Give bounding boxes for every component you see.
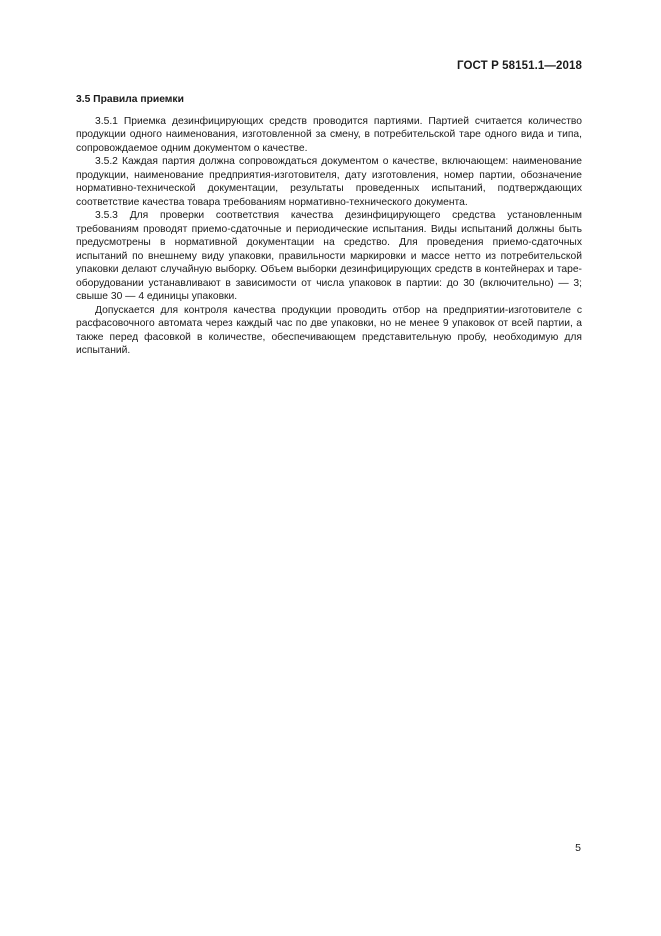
paragraph-3-5-1: 3.5.1 Приемка дезинфицирующих средств проводится партиями. Партией считается количество продукции одного наименования, изготовленной за смену, в потребительской таре одного вида и типа, сопровождаемое одним документом о качестве. xyxy=(76,115,582,154)
paragraph-sampling-allowance: Допускается для контроля качества продукции проводить отбор на предприятии-изготовителе с расфасовочного автомата через каждый час по две упаковки, но не менее 9 упаковок от всей партии, а также перед фасовкой в количестве, обеспечивающем представительную пробу, необходимую для испытаний. xyxy=(76,304,582,356)
paragraph-3-5-3: 3.5.3 Для проверки соответствия качества дезинфицирующего средства установленным требованиям проводят приемо-сдаточные и периодические испытания. Виды испытаний должны быть предусмотрены в нормативной документации на средство. Для проведения приемо-сдаточных испытаний по внешнему виду упаковки, правильности маркировки и массе нетто из потребительской упаковки делают случайную выборку. Объем выборки дезинфицирующих средств в контейнерах и таре-оборудовании устанавливают в зависимости от числа упаковок в партии: до 30 (включительно) — 3; свыше 30 — 4 единицы упаковки. xyxy=(76,210,582,302)
document-body xyxy=(76,93,582,358)
standard-designation: ГОСТ Р 58151.1—2018 xyxy=(457,60,582,72)
document-header xyxy=(457,60,582,72)
section-title: 3.5 Правила приемки xyxy=(76,94,184,105)
page-number: 5 xyxy=(575,842,581,854)
paragraph-3-5-2: 3.5.2 Каждая партия должна сопровождаться документом о качестве, включающем: наименование продукции, наименование предприятия-изготовителя, дату изготовления, номер партии, обозначение нормативно-технической документации, результаты проведенных испытаний, подтверждающих соответствие качества товара требованиям нормативно-технического документа. xyxy=(76,156,582,208)
